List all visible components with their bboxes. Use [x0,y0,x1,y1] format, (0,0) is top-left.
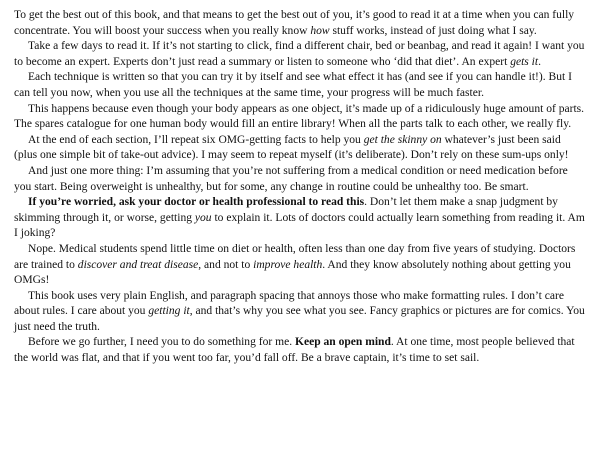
paragraph [14,164,586,195]
italic-text: improve health [253,258,323,271]
body-text [14,8,586,367]
text-run: And just one more thing: I’m assuming that you’re not suffering from a medical condition or need medication before you start. Being overweight is unhealthy, but for some, any change in routine could be unhealthy too. Be smart. [14,164,568,193]
text-run: . And they know absolutely nothing about getting you OMGs! [14,258,571,287]
bold-text: If you’re worried, ask your doctor or health professional to read this [28,196,365,209]
paragraph [14,242,586,289]
paragraph [14,133,586,164]
text-run: . Don’t let them make a snap judgment by skimming through it, or worse, getting [14,196,558,224]
bold-text: Keep an open mind [294,336,391,349]
text-run: to explain it. Lots of doctors could actually learn something from reading it. Am I joking? [14,211,585,240]
paragraph [14,8,586,39]
italic-text: you [194,211,212,224]
italic-text: gets it [510,55,539,68]
paragraph [14,335,586,366]
paragraph [14,39,586,70]
text-run: . [538,55,541,68]
text-run: , and that’s why you see what you see. Fancy graphics or pictures are for comics. You just need the truth. [14,305,585,333]
paragraph [14,70,586,101]
text-run: Nope. Medical students spend little time on diet or health, often less than one day from five years of studying. Doctors are trained to [14,242,576,271]
text-run: . At one time, most people believed that the world was flat, and that if you went too far, you’d fall off. Be a brave captain, it’s time to set sail. [14,336,575,365]
text-run: whatever’s just been said (plus one simple bit of take-out advice). I may seem to repeat myself (it’s deliberate). Don’t rely on these sum-ups only! [14,133,569,162]
paragraph [14,195,586,242]
text-run: Each technique is written so that you can try it by itself and see what effect it has (and see if you can handle it!). But I can tell you now, when you use all the techniques at the same time, your progress will be much faster. [14,71,572,99]
italic-text: get the skinny on [363,133,442,146]
text-run: , and not to [198,258,254,271]
text-run: This happens because even though your body appears as one object, it’s made up of a ridiculously huge amount of parts. The spares catalogue for one human body would fill an entire library! When all the parts talk to each other, we really fly. [14,102,585,131]
text-run: Before we go further, I need you to do something for me. [28,336,295,349]
italic-text: discover and treat disease [77,258,199,271]
italic-text: getting it [148,305,190,318]
paragraph [14,102,586,133]
text-run: At the end of each section, I’ll repeat six OMG-getting facts to help you [28,133,364,146]
text-run: To get the best out of this book, and that means to get the best out of you, it’s good to read it at a time when you can fully concentrate. You will boost your success when you really know [14,9,575,37]
italic-text: how [310,24,330,37]
text-run: Take a few days to read it. If it’s not starting to click, find a different chair, bed or beanbag, and read it again! I want you to become an expert. Experts don’t just read a summary or listen to someone who ‘did that diet’. An expert [14,40,585,68]
paragraph [14,289,586,336]
text-run: This book uses very plain English, and paragraph spacing that annoys those who make formatting rules. I don’t care about rules. I care about you [14,289,564,318]
text-run: stuff works, instead of just doing what I say. [329,24,537,37]
